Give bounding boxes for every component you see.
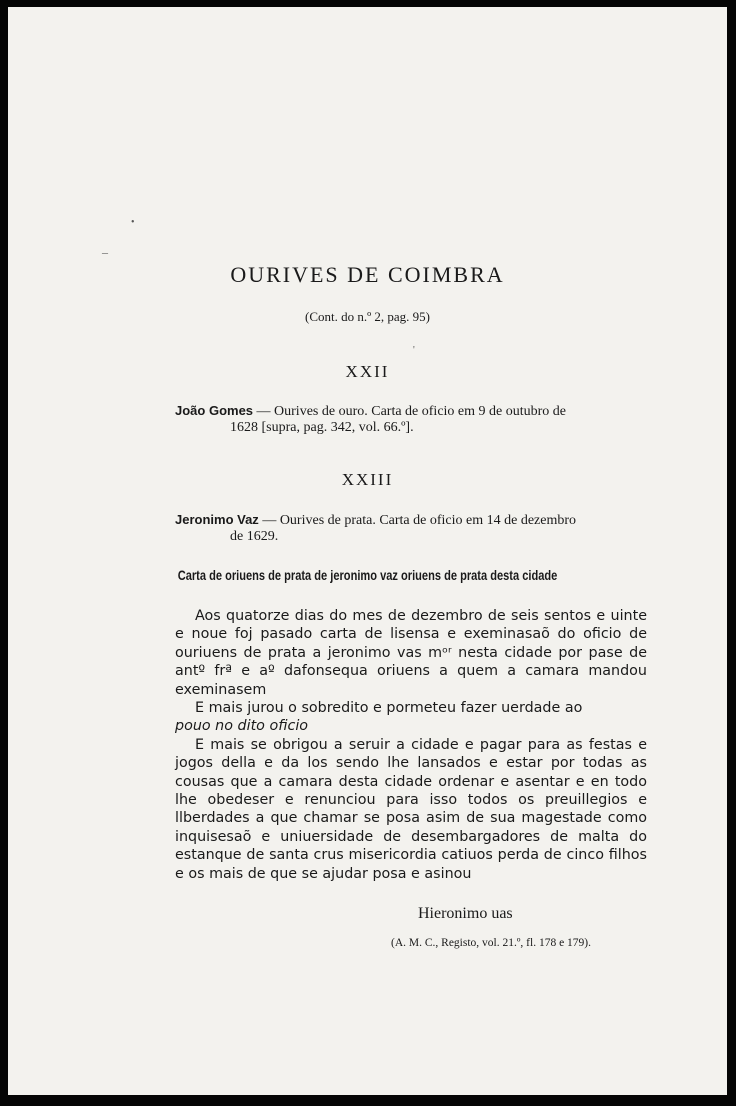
document-page (8, 7, 727, 1095)
entry-name: João Gomes (175, 403, 254, 418)
entry-text: — Ourives de prata. Carta de oficio em 14 de dezembro (258, 513, 577, 528)
signature: Hieronimo uas (418, 905, 513, 922)
speck: – (102, 245, 108, 259)
transcription-body (175, 607, 647, 883)
paragraph: E mais se obrigou a seruir a cidade e pagar para as festas e jogos della e da los sendo lhe lansados e estar por todas as cousas que a camara desta cidade ordenar e asentar e en todo lhe obedeser e renunciou para isso todos os preuillegios e llberdades a que chamar se posa asim de sua magestade como inquisesaõ e uniuersidade de desembargadores de malta do estanque de santa crus misericordia catiuos perda de cinco filhos e os mais de que se ajudar posa e asinou (175, 736, 647, 882)
transcription-heading: Carta de oriuens de prata de jeronimo vaz oriuens de prata desta cidade (177, 568, 558, 583)
entry-item (175, 512, 647, 545)
speck: • (131, 217, 135, 228)
paragraph: Aos quatorze dias do mes de dezembro de seis sentos e uinte e noue foj pasado carta de lisensa e exeminasaõ do oficio de ouriuens de prata a jeronimo vas mᵒʳ nesta cidade por pase de antº frª e aº dafonsequa oriuens a quem a camara mandou exeminasem (175, 608, 647, 698)
entry-text: — Ourives de ouro. Carta de oficio em 9 de outubro de (253, 404, 567, 419)
entry-number: XXII (345, 362, 390, 381)
speck: ' (413, 345, 415, 356)
page-title: OURIVES DE COIMBRA (230, 262, 505, 287)
page-subtitle: (Cont. do n.º 2, pag. 95) (305, 309, 430, 324)
paragraph-italic-line: pouo no dito oficio (175, 718, 309, 735)
entry-name: Jeronimo Vaz (175, 512, 259, 527)
entry-text-continued: de 1629. (230, 529, 279, 544)
entry-text-continued: 1628 [supra, pag. 342, vol. 66.º]. (230, 420, 414, 435)
entry-item (175, 403, 647, 436)
archive-reference: (A. M. C., Registo, vol. 21.º, fl. 178 e 179). (391, 937, 592, 949)
paragraph: E mais jurou o sobredito e pormeteu fazer uerdade ao (195, 700, 583, 717)
entry-number: XXIII (341, 470, 394, 489)
bleed-through-texture (163, 82, 683, 250)
